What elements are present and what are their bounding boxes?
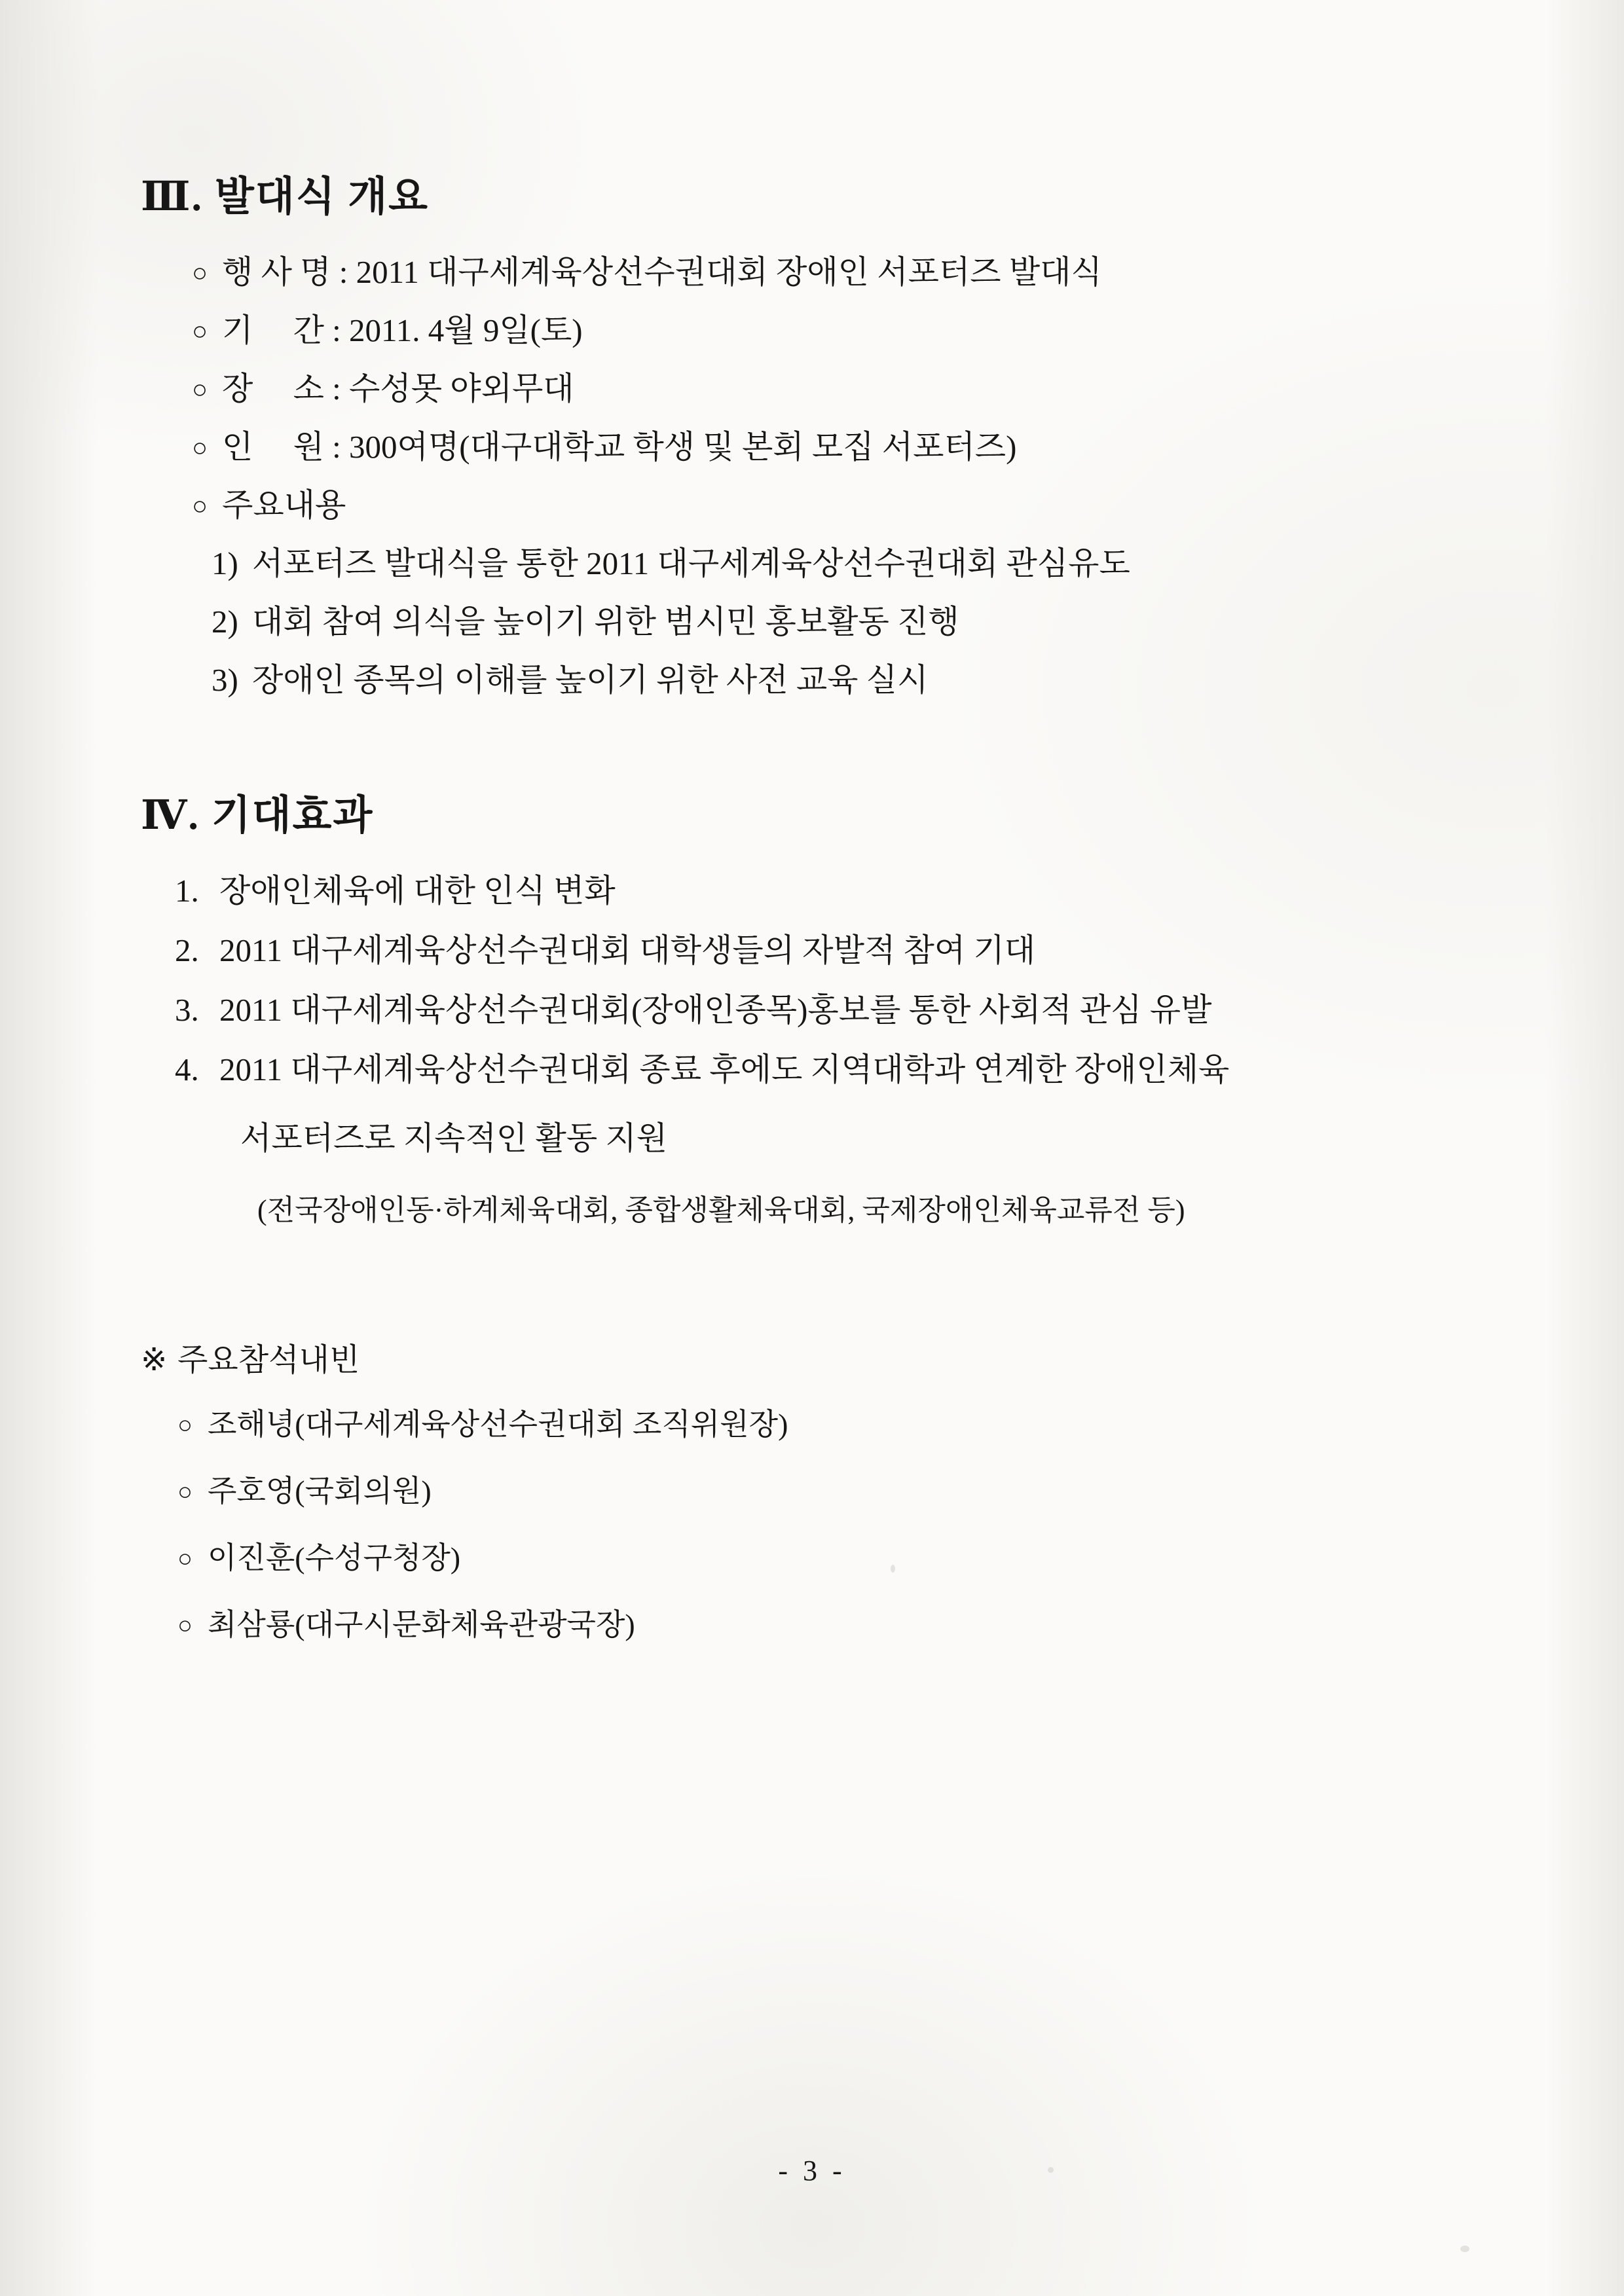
section-numeral: Ⅳ. <box>141 793 200 838</box>
circle-bullet-icon: ○ <box>192 433 208 462</box>
list-item <box>141 606 1509 638</box>
note-title: 주요참석내빈 <box>177 1343 360 1377</box>
item-number: 1) <box>212 545 238 581</box>
item-text: 장애인 종목의 이해를 높이기 위한 사전 교육 실시 <box>252 662 929 698</box>
guest-name: 주호영(국회의원) <box>208 1474 432 1508</box>
item-text: 서포터즈 발대식을 통한 2011 대구세계육상선수권대회 관심유도 <box>252 545 1130 581</box>
field-value: 2011. 4월 9일(토) <box>349 312 583 348</box>
scan-speck <box>1460 2246 1469 2252</box>
item-number: 2) <box>212 604 238 640</box>
item-text: 2011 대구세계육상선수권대회 종료 후에도 지역대학과 연계한 장애인체육 <box>219 1051 1230 1087</box>
guest-name: 조해녕(대구세계육상선수권대회 조직위원장) <box>208 1408 788 1441</box>
list-item <box>141 489 1509 521</box>
circle-bullet-icon: ○ <box>192 491 208 520</box>
field-value: 수성못 야외무대 <box>349 371 574 407</box>
field-separator: : <box>323 371 350 407</box>
field-value: 300여명(대구대학교 학생 및 본회 모집 서포터즈) <box>349 429 1017 465</box>
list-item <box>141 994 1509 1026</box>
section-numeral: Ⅲ. <box>141 175 204 219</box>
list-item <box>141 373 1509 405</box>
list-item <box>141 1534 1509 1577</box>
item-continuation: 서포터즈로 지속적인 활동 지원 <box>240 1120 668 1156</box>
item-number: 2. <box>175 932 199 968</box>
circle-bullet-icon: ○ <box>177 1545 193 1573</box>
circle-bullet-icon: ○ <box>192 258 208 287</box>
field-separator: : <box>323 312 350 348</box>
list-item <box>141 431 1509 463</box>
section-title: 기대효과 <box>211 793 374 838</box>
list-item <box>141 256 1509 288</box>
item-number: 3) <box>212 662 238 698</box>
list-item <box>141 1467 1509 1510</box>
item-text: 대회 참여 의식을 높이기 위한 범시민 홍보활동 진행 <box>252 604 959 640</box>
list-item <box>141 1400 1509 1444</box>
field-label: 기 간 <box>222 312 324 348</box>
list-item <box>141 664 1509 696</box>
page-number: - 3 - <box>778 2155 846 2187</box>
field-label: 인 원 <box>222 429 324 465</box>
guest-name: 이진훈(수성구청장) <box>208 1541 461 1575</box>
circle-bullet-icon: ○ <box>192 374 208 404</box>
guest-name: 최삼룡(대구시문화체육관광국장) <box>208 1608 635 1641</box>
section-heading-overview <box>141 164 1509 222</box>
field-label: 장 소 <box>222 371 324 407</box>
item-number: 4. <box>175 1051 199 1087</box>
item-text: 2011 대구세계육상선수권대회(장애인종목)홍보를 통한 사회적 관심 유발 <box>219 992 1212 1028</box>
circle-bullet-icon: ○ <box>192 316 208 346</box>
field-label: 행 사 명 <box>222 254 331 290</box>
field-separator: : <box>323 429 350 465</box>
document-body <box>141 164 1509 1667</box>
item-number: 1. <box>175 873 199 909</box>
list-item <box>141 934 1509 966</box>
list-item <box>141 547 1509 579</box>
list-item <box>141 1601 1509 1644</box>
field-value: 2011 대구세계육상선수권대회 장애인 서포터즈 발대식 <box>356 254 1102 290</box>
field-separator: : <box>331 254 356 290</box>
item-text: 2011 대구세계육상선수권대회 대학생들의 자발적 참여 기대 <box>219 932 1036 968</box>
reference-mark-icon: ※ <box>141 1343 168 1377</box>
field-label: 주요내용 <box>222 487 346 523</box>
circle-bullet-icon: ○ <box>177 1478 193 1506</box>
list-item <box>141 875 1509 907</box>
section-heading-effects <box>141 782 1509 841</box>
item-parenthetical: (전국장애인동·하계체육대회, 종합생활체육대회, 국제장애인체육교류전 등) <box>257 1194 1185 1226</box>
note-heading <box>141 1334 1509 1379</box>
list-item <box>141 1053 1509 1085</box>
item-number: 3. <box>175 992 199 1028</box>
item-text: 장애인체육에 대한 인식 변화 <box>219 873 616 909</box>
circle-bullet-icon: ○ <box>177 1612 193 1639</box>
circle-bullet-icon: ○ <box>177 1412 193 1439</box>
list-item <box>141 314 1509 346</box>
section-title: 발대식 개요 <box>215 175 429 219</box>
